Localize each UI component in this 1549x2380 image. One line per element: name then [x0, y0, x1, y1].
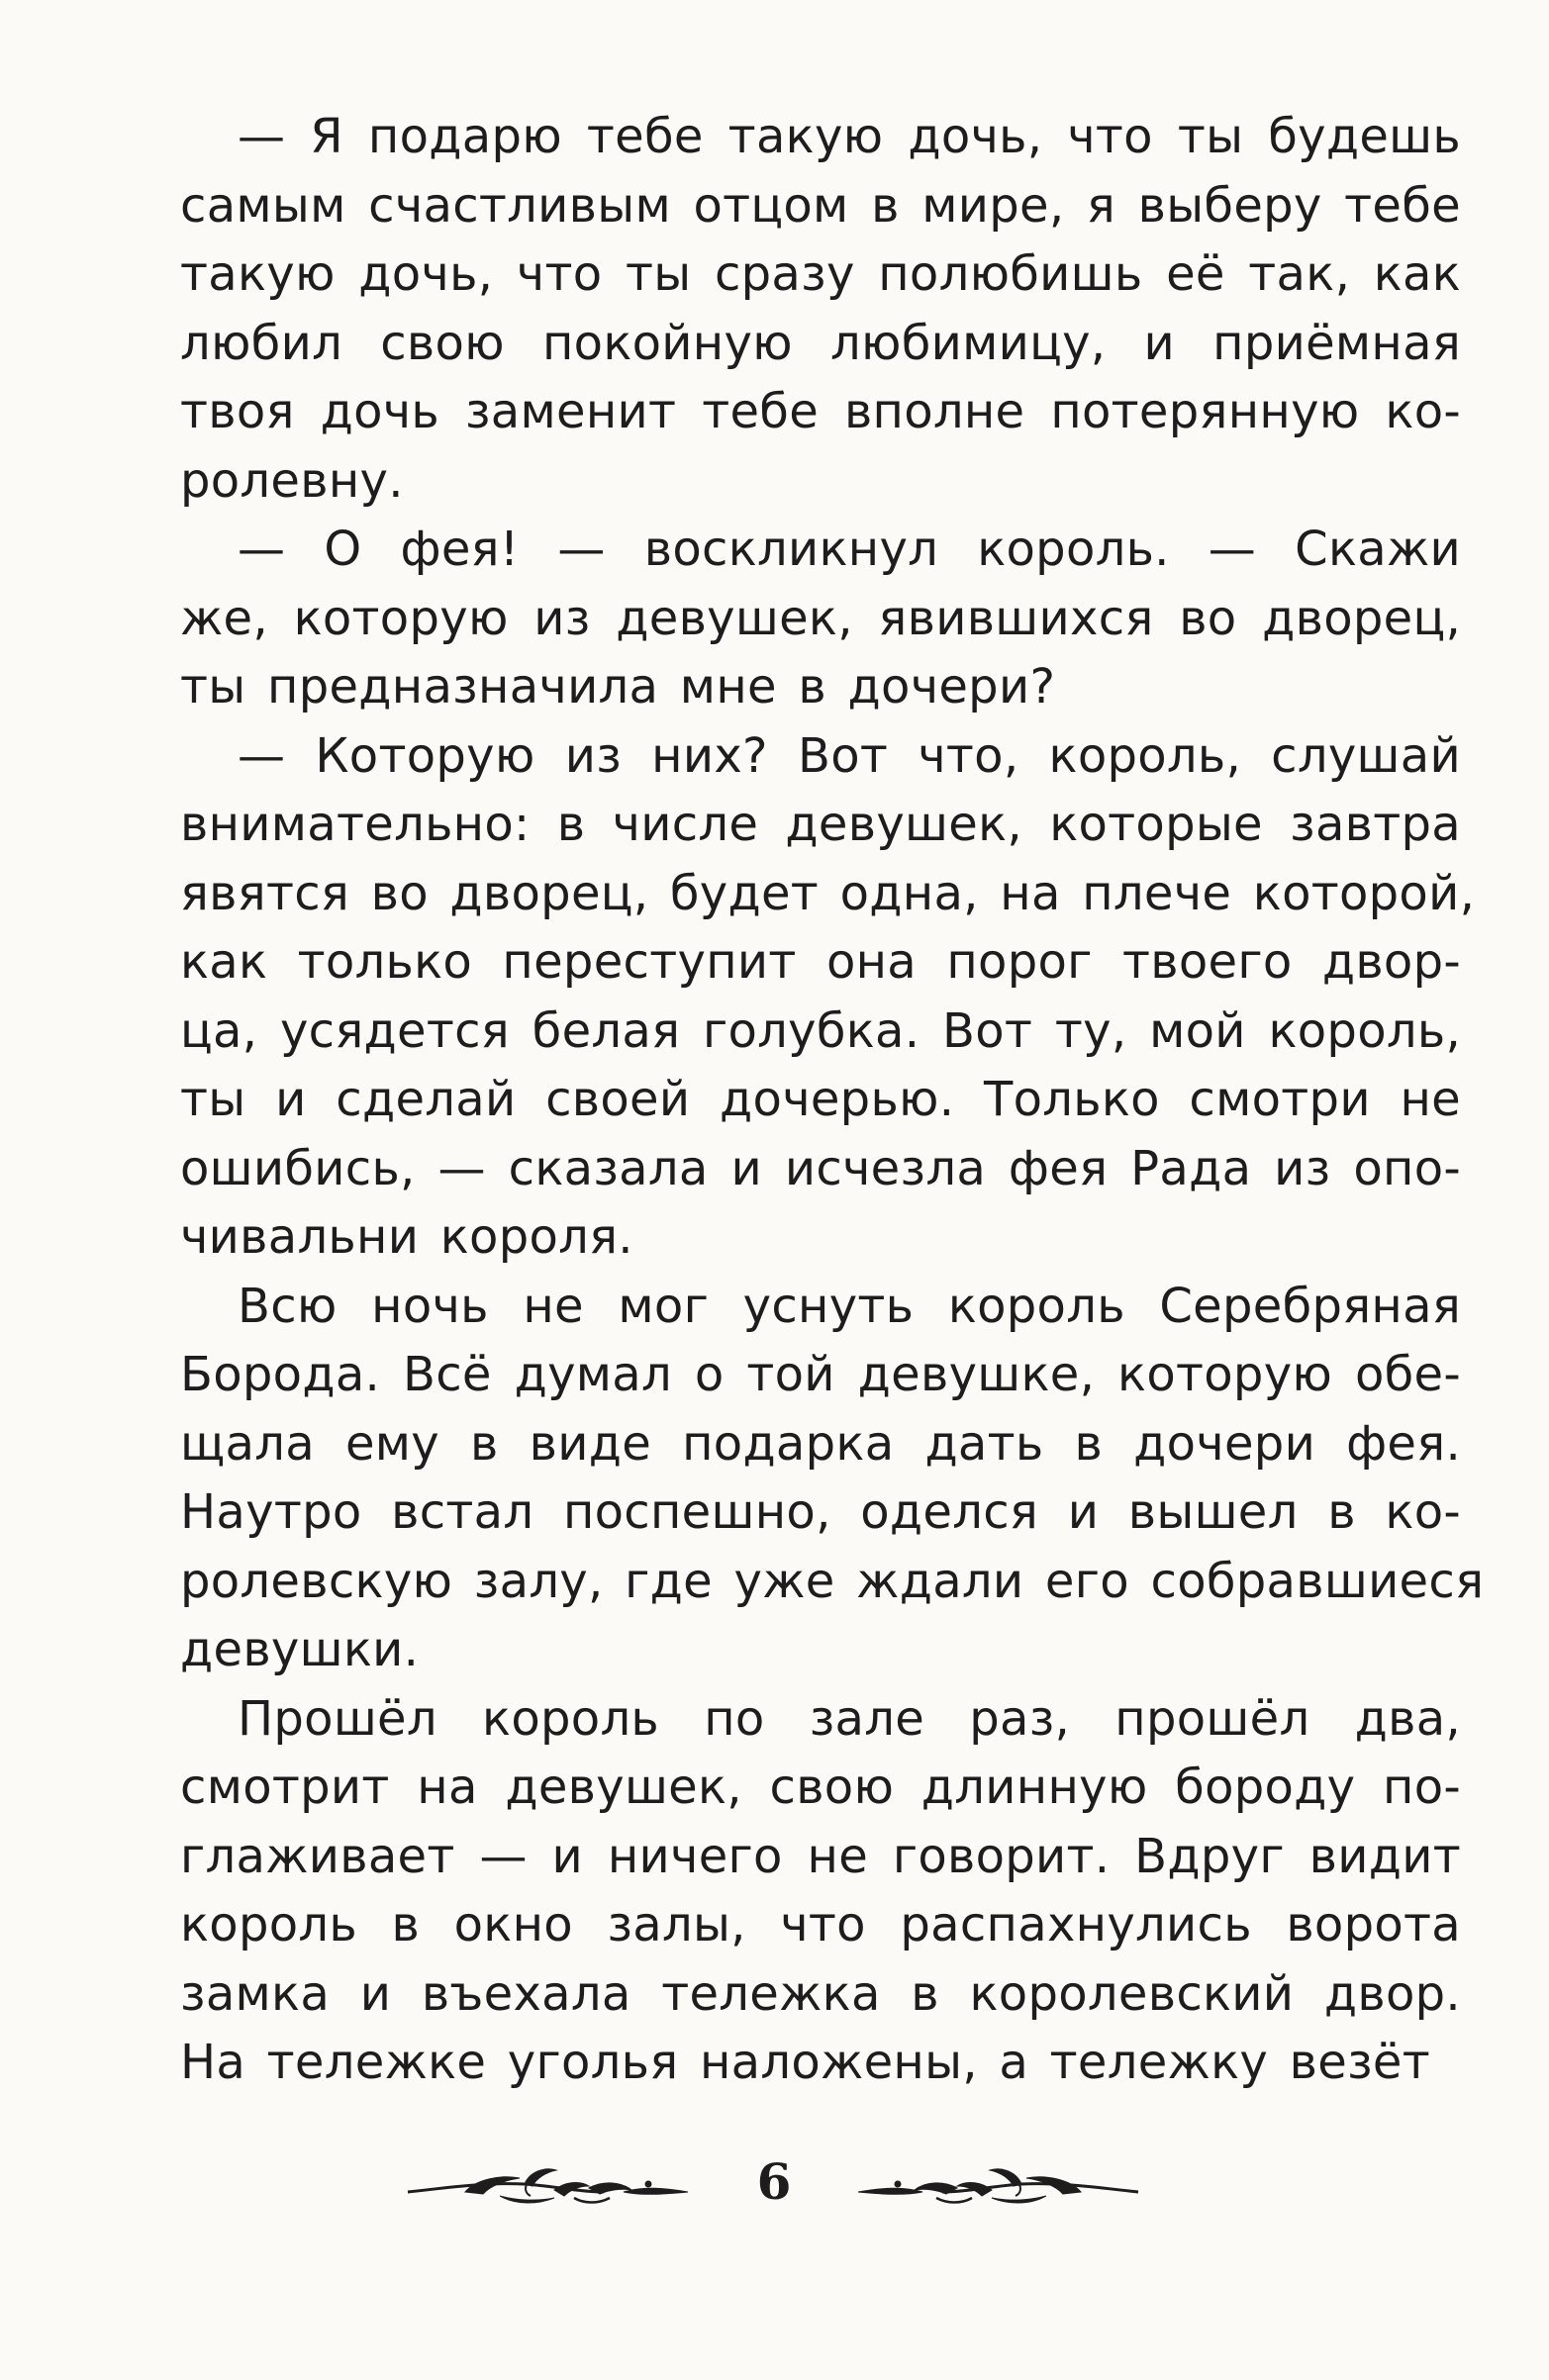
text-line: любил свою покойную любимицу, и приёмная — [180, 315, 1461, 371]
text-line: глаживает — и ничего не говорит. Вдруг видит — [180, 1828, 1461, 1884]
text-line: как только переступит она порог твоего двор- — [180, 934, 1461, 990]
text-line: такую дочь, что ты сразу полюбишь её так, как — [180, 246, 1461, 302]
text-line: — Я подарю тебе такую дочь, что ты будешь — [238, 109, 1461, 164]
text-line: чивальни короля. — [180, 1209, 633, 1265]
paragraph — [180, 103, 1461, 516]
text-line: щала ему в виде подарка дать в дочери фея. — [180, 1415, 1461, 1472]
text-line: — О фея! — воскликнул король. — Скажи — [238, 522, 1461, 577]
text-line: же, которую из девушек, явившихся во дворец, — [180, 590, 1461, 646]
text-line: самым счастливым отцом в мире, я выберу тебе — [180, 177, 1461, 234]
page-text — [180, 103, 1485, 2098]
text-line: твоя дочь заменит тебе вполне потерянную ко- — [180, 384, 1461, 439]
paragraph — [180, 722, 1476, 1273]
text-line: ошибись, — сказала и исчезла фея Рада из опо- — [180, 1140, 1461, 1196]
paragraph — [180, 1685, 1461, 2098]
text-line: — Которую из них? Вот что, король, слушай — [238, 727, 1461, 784]
text-line: замка и въехала тележка в королевский двор. — [180, 1965, 1461, 2022]
text-line: Наутро встал поспешно, оделся и вышел в ко- — [180, 1484, 1461, 1540]
paragraph — [180, 1273, 1485, 1685]
text-line: Всю ночь не мог уснуть король Серебряная — [238, 1278, 1461, 1334]
paragraph — [180, 516, 1461, 722]
text-line: ты предназначила мне в дочери? — [180, 659, 1056, 714]
text-line: ца, усядется белая голубка. Вот ту, мой король, — [180, 1002, 1461, 1059]
text-line: ролевскую залу, где уже ждали его собравшиеся — [180, 1553, 1485, 1609]
text-line: явятся во дворец, будет одна, на плече которой, — [180, 865, 1476, 921]
flourish-right-icon — [853, 2162, 1140, 2212]
text-line: Борода. Всё думал о той девушке, которую обе- — [180, 1347, 1461, 1402]
text-line: внимательно: в числе девушек, которые завтра — [180, 797, 1461, 852]
flourish-left-icon — [406, 2162, 693, 2212]
text-line: ты и сделай своей дочерью. Только смотри не — [180, 1072, 1461, 1127]
text-line: ролевну. — [180, 452, 404, 509]
page-number: 6 — [756, 2152, 792, 2211]
text-line: король в окно залы, что распахнулись ворота — [180, 1897, 1461, 1952]
text-line: На тележке уголья наложены, а тележку везёт — [180, 2035, 1431, 2090]
text-line: Прошёл король по зале раз, прошёл два, — [238, 1690, 1461, 1747]
page-footer — [0, 2152, 1549, 2222]
text-line: смотрит на девушек, свою длинную бороду по- — [180, 1760, 1461, 1815]
text-line: девушки. — [180, 1622, 420, 1677]
